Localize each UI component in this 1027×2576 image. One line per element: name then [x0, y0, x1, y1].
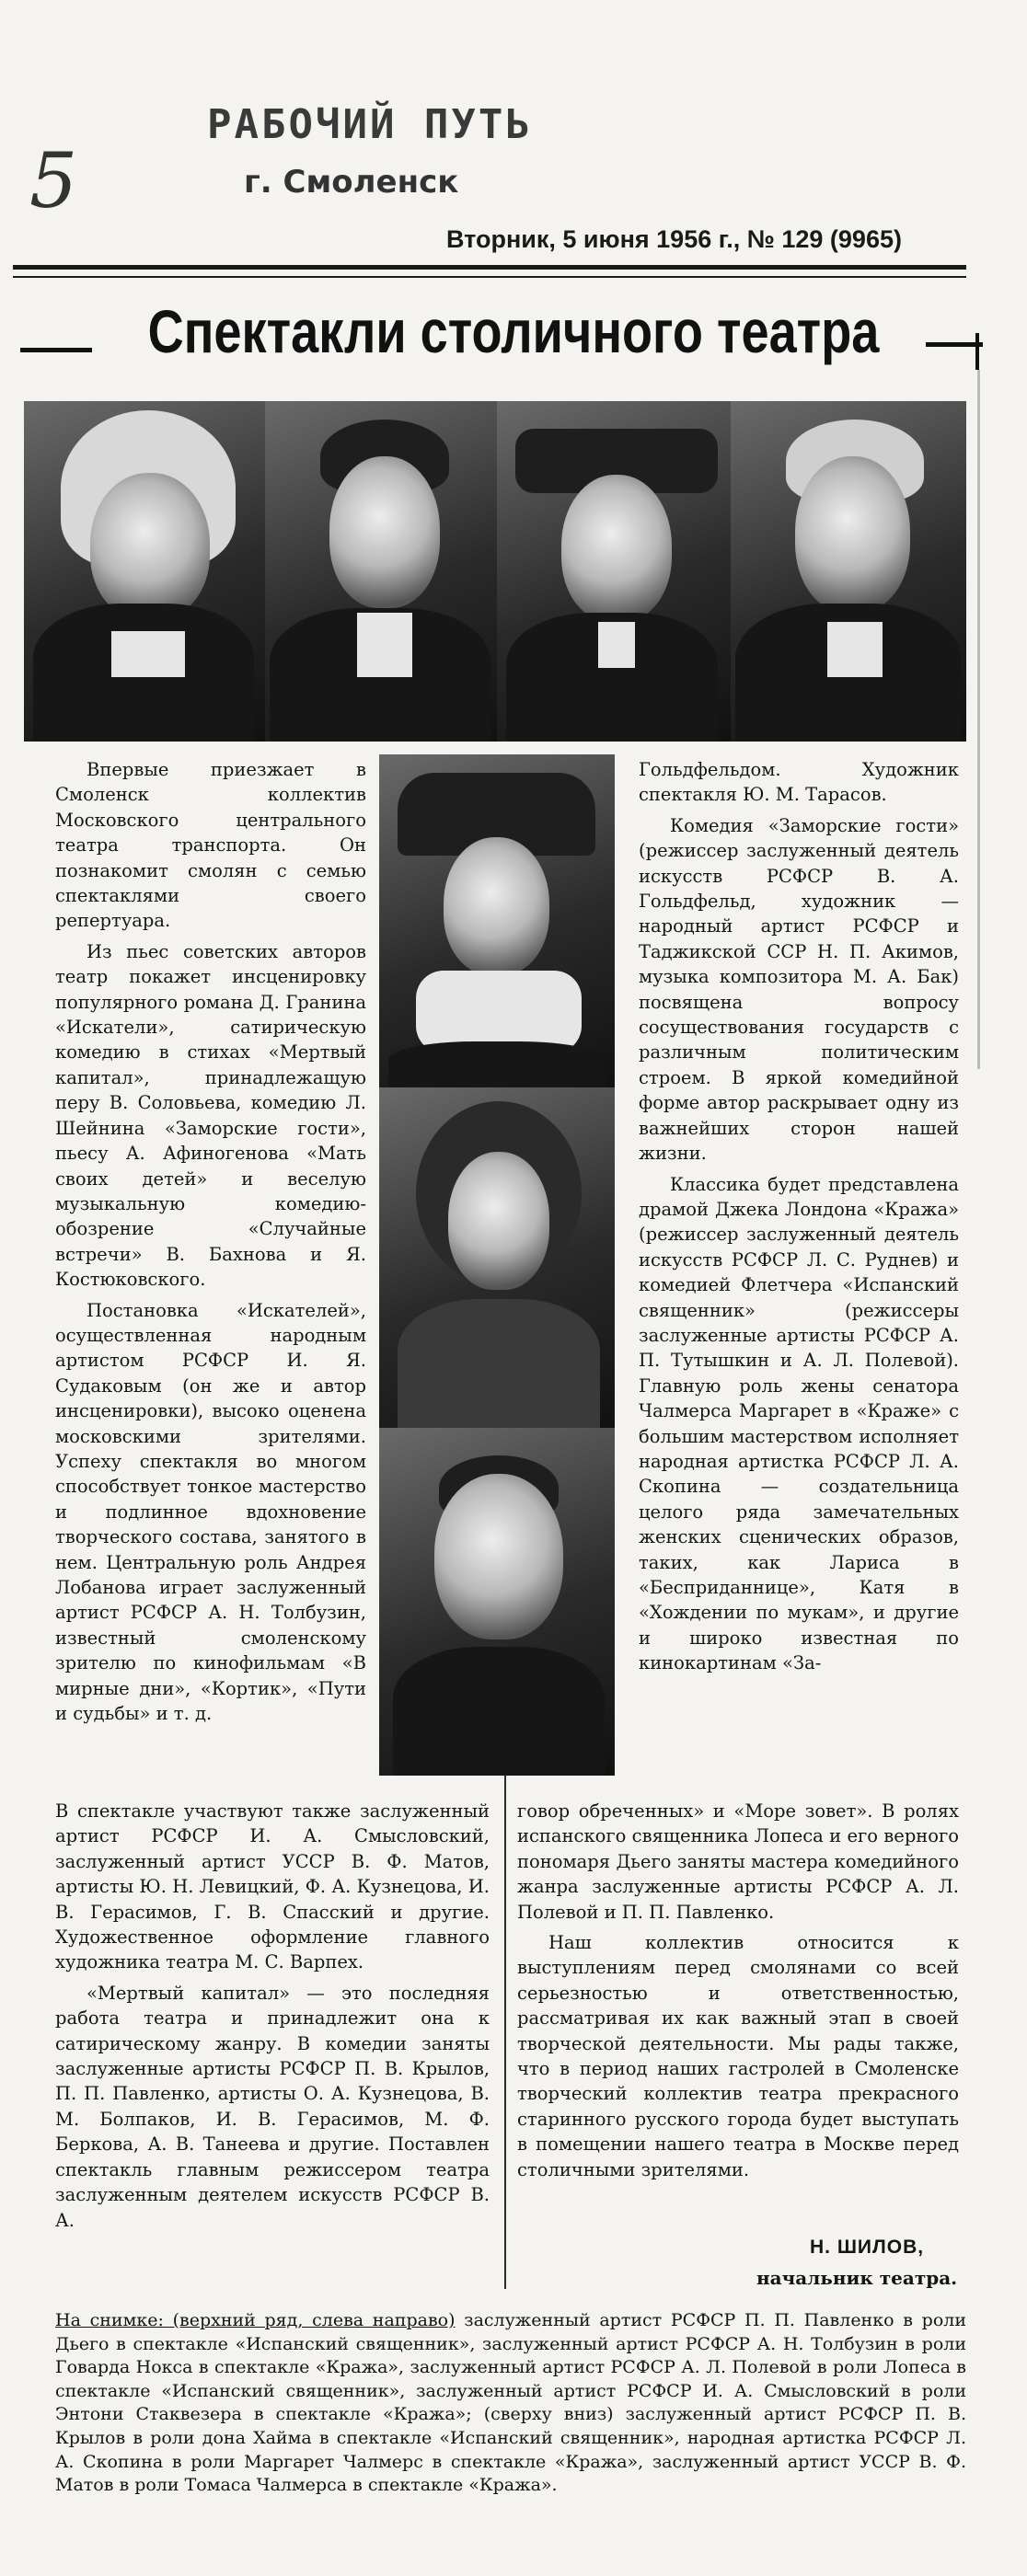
dateline: Вторник, 5 июня 1956 г., № 129 (9965)	[446, 225, 902, 253]
actor-portrait-7	[379, 1428, 615, 1776]
paragraph: Впервые приезжает в Смоленск коллектив Московского центрального театра транспорта. Он познакомит смолян с семью спектаклями своего репертуара.	[55, 759, 366, 932]
paragraph: Комедия «Заморские гости» (режиссер заслуженный деятель искусств РСФСР В. А. Гольдфельд, художник — народный артист РСФСР и Таджикской ССР Н. П. Акимов, музыка композитора М. А. Бак) посвящена вопросу сосуществования государств с различным политическим строем. В яркой комедийной форме автор раскрывает одну из важнейших сторон нашей жизни.	[639, 814, 959, 1165]
caption-text: заслуженный артист РСФСР П. П. Павленко в роли Дьего в спектакле «Испанский священник», заслуженный артист РСФСР А. Н. Толбузин в роли Говарда Нокса в спектакле «Кража», заслуженный артист РСФСР А. Л. Полевой в роли Лопеса в спектакле «Испанский священник», заслуженный артист РСФСР И. А. Смысловский в роли Энтони Стаквезера в спектакле «Кража»; (сверху вниз) заслуженный артист РСФСР П. В. Крылов в роли дона Хайма в спектакле «Испанский священник», народная артистка РСФСР Л. А. Скопина в роли Маргарет Чалмерс в спектакле «Кража», заслуженный артист УССР В. Ф. Матов в роли Томаса Чалмерса в спектакле «Кража».	[55, 2310, 966, 2496]
headline: Спектакли столичного театра	[147, 297, 880, 365]
paragraph: В спектакле участвуют также заслуженный артист РСФСР И. А. Смысловский, заслуженный артист УССР В. Ф. Матов, артисты Ю. Н. Левицкий, Ф. А. Кузнецова, И. В. Герасимов, Г. В. Спасский и другие. Художественное оформление главного художника театра М. С. Варпех.	[55, 1800, 490, 1973]
article-bottom-left	[55, 1799, 490, 2238]
actor-portrait-4	[731, 401, 966, 742]
right-border-line	[977, 370, 980, 1069]
paragraph: Гольдфельдом. Художник спектакля Ю. М. Тарасов.	[639, 759, 959, 806]
author-position: начальник театра.	[756, 2267, 958, 2289]
article-bottom-right	[517, 1799, 959, 2188]
handwritten-number: 5	[29, 138, 78, 225]
paragraph: «Мертвый капитал» — это последняя работа театра и принадлежит она к сатирическому жанру. В комедии заняты заслуженные артисты РСФСР П. В. Крылов, П. П. Павленко, артисты О. А. Кузнецова, В. М. Болпаков, И. В. Герасимов, М. Ф. Беркова, А. В. Танеева и другие. Поставлен спектакль главным режиссером театра заслуженным деятелем искусств РСФСР В. А.	[55, 1982, 490, 2231]
photo-caption	[55, 2309, 966, 2498]
article-left-column	[55, 757, 366, 1731]
corner-bracket	[975, 333, 979, 370]
author-signature: Н. ШИЛОВ,	[810, 2237, 925, 2258]
newspaper-stamp-city: г. Смоленск	[244, 164, 459, 201]
paragraph: Из пьес советских авторов театр покажет инсценировку популярного романа Д. Гранина «Искатели», сатирическую комедию в стихах «Мертвый капитал», принадлежащую перу В. Соловьева, комедию Л. Шейнина «Заморские гости», пьесу А. Афиногенова «Мать своих детей» и веселую музыкальную комедию-обозрение «Случайные встречи» В. Бахнова и Я. Костюковского.	[55, 940, 366, 1291]
paragraph: говор обреченных» и «Море зовет». В ролях испанского священника Лопеса и его верного пономаря Дьего заняты мастера комедийного жанра заслуженные артисты РСФСР А. Л. Полевой и П. П. Павленко.	[517, 1800, 959, 1923]
actress-portrait-6	[379, 1087, 615, 1428]
paragraph: Наш коллектив относится к выступлениям перед смолянами со всей серьезностью и ответственностью, рассматривая их как важный этап в своей творческой деятельности. Мы рады также, что в период наших гастролей в Смоленске творческий коллектив театра прекрасного старинного русского города будет выступать в помещении нашего театра в Москве перед столичными зрителями.	[517, 1932, 959, 2180]
paragraph: Постановка «Искателей», осуществленная народным артистом РСФСР И. Я. Судаковым (он же и автор инсценировки), высоко оценена московскими зрителями. Успеху спектакля во многом способствует тонкое мастерство и подлинное вдохновение творческого состава, занятого в нем. Центральную роль Андрея Лобанова играет заслуженный артист РСФСР А. Н. Толбузин, известный смоленскому зрителю по кинофильмам «В мирные дни», «Кортик», «Пути и судьбы» и т. д.	[55, 1299, 366, 1725]
caption-lead: На снимке: (верхний ряд, слева направо)	[55, 2310, 456, 2330]
article-right-column	[639, 757, 959, 1682]
actor-portrait-3	[497, 401, 731, 742]
actor-portrait-5	[379, 754, 615, 1087]
newspaper-stamp-title: РАБОЧИЙ ПУТЬ	[207, 101, 533, 148]
actor-portrait-2	[265, 401, 497, 742]
headline-dash-right	[926, 342, 983, 347]
column-separator	[504, 1776, 506, 2289]
headline-dash-left	[20, 348, 92, 352]
top-rule-thin	[13, 276, 966, 278]
top-rule	[13, 265, 966, 270]
paragraph: Классика будет представлена драмой Джека Лондона «Кража» (режиссер заслуженный деятель искусств РСФСР Л. С. Руднев) и комедией Флетчера «Испанский священник» (режиссеры заслуженные артисты РСФСР А. П. Тутышкин и А. Л. Полевой). Главную роль жены сенатора Чалмерса Маргарет в «Краже» с большим мастерством исполняет народная артистка РСФСР Л. А. Скопина — создательница целого ряда замечательных женских сценических образов, таких, как Лариса в «Бесприданнице», Катя в «Хождении по мукам», и другие и широко известная по кинокартинам «За-	[639, 1173, 959, 1674]
actor-portrait-1	[24, 401, 265, 742]
